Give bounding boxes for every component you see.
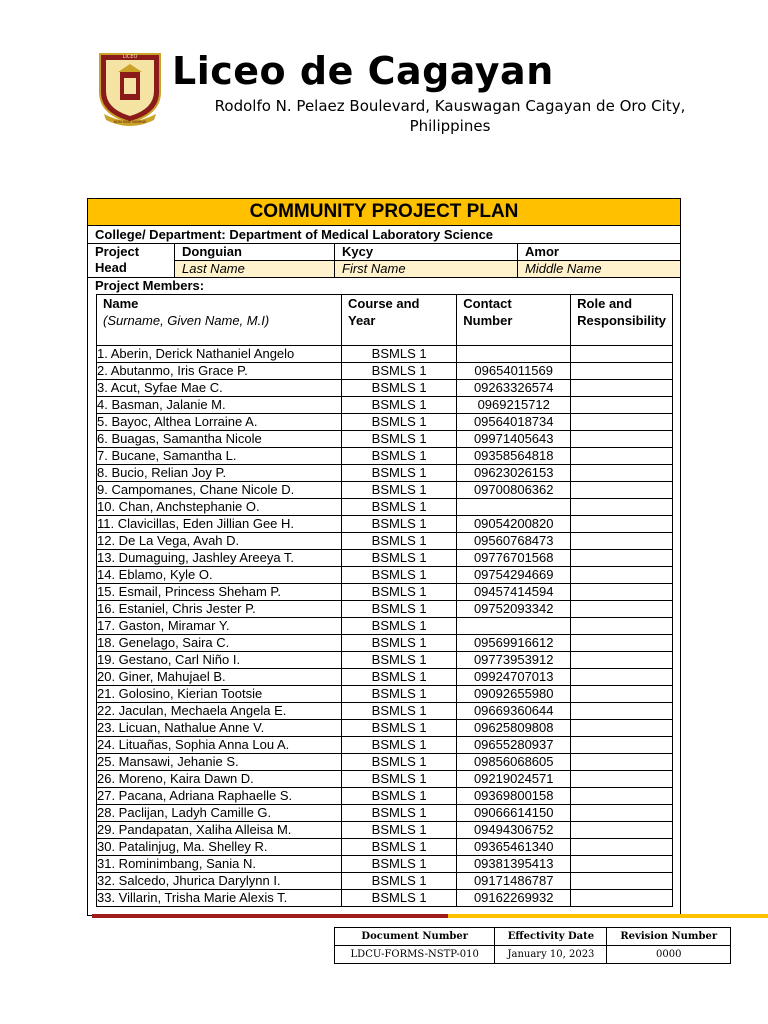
member-contact: 09623026153: [457, 465, 571, 482]
last-name-label: Last Name: [175, 261, 335, 277]
project-head-label: Project Head: [88, 244, 175, 277]
member-name: 22. Jaculan, Mechaela Angela E.: [97, 703, 342, 720]
member-role: [571, 822, 673, 839]
document-info-header: [335, 928, 731, 946]
member-role: [571, 890, 673, 907]
table-row: [97, 346, 673, 363]
member-course: BSMLS 1: [341, 448, 456, 465]
member-name: 6. Buagas, Samantha Nicole: [97, 431, 342, 448]
effectivity-date-label: Effectivity Date: [495, 928, 607, 946]
member-role: [571, 380, 673, 397]
member-name: 5. Bayoc, Althea Lorraine A.: [97, 414, 342, 431]
member-name: 19. Gestano, Carl Niño I.: [97, 652, 342, 669]
member-role: [571, 686, 673, 703]
member-contact: 09171486787: [457, 873, 571, 890]
member-name: 26. Moreno, Kaira Dawn D.: [97, 771, 342, 788]
project-head-middle-name: Amor: [525, 244, 559, 259]
table-row: [97, 771, 673, 788]
table-row: [97, 363, 673, 380]
member-name: 25. Mansawi, Jehanie S.: [97, 754, 342, 771]
table-row: [97, 567, 673, 584]
member-course: BSMLS 1: [341, 414, 456, 431]
member-name: 10. Chan, Anchstephanie O.: [97, 499, 342, 516]
member-role: [571, 805, 673, 822]
member-role: [571, 873, 673, 890]
member-course: BSMLS 1: [341, 363, 456, 380]
member-role: [571, 754, 673, 771]
member-role: [571, 533, 673, 550]
member-name: 12. De La Vega, Avah D.: [97, 533, 342, 550]
table-row: [97, 890, 673, 907]
middle-name-label: Middle Name: [525, 261, 602, 276]
table-row: [97, 822, 673, 839]
member-name: 29. Pandapatan, Xaliha Alleisa M.: [97, 822, 342, 839]
member-course: BSMLS 1: [341, 482, 456, 499]
table-row: [97, 754, 673, 771]
members-table-header: [97, 295, 673, 346]
member-name: 20. Giner, Mahujael B.: [97, 669, 342, 686]
member-contact: 09776701568: [457, 550, 571, 567]
member-course: BSMLS 1: [341, 584, 456, 601]
member-course: BSMLS 1: [341, 346, 456, 363]
member-role: [571, 550, 673, 567]
member-course: BSMLS 1: [341, 601, 456, 618]
table-row: [97, 533, 673, 550]
member-role: [571, 584, 673, 601]
member-contact: 0969215712: [457, 397, 571, 414]
table-row: [97, 499, 673, 516]
table-row: [97, 448, 673, 465]
members-table-body: [97, 346, 673, 907]
member-role: [571, 635, 673, 652]
member-contact: 09560768473: [457, 533, 571, 550]
member-contact: 09494306752: [457, 822, 571, 839]
member-course: BSMLS 1: [341, 380, 456, 397]
member-role: [571, 652, 673, 669]
table-row: [97, 839, 673, 856]
project-head-field-labels: [175, 260, 680, 277]
project-head-first-name: Kycy: [335, 244, 518, 260]
member-role: [571, 669, 673, 686]
project-head-row: [88, 244, 680, 278]
community-project-plan-form: [87, 198, 681, 916]
member-course: BSMLS 1: [341, 771, 456, 788]
member-course: BSMLS 1: [341, 635, 456, 652]
member-course: BSMLS 1: [341, 720, 456, 737]
table-row: [97, 584, 673, 601]
member-contact: 09569916612: [457, 635, 571, 652]
table-row: [97, 669, 673, 686]
footer-divider-yellow: [448, 914, 768, 918]
table-row: [97, 618, 673, 635]
first-name-label: First Name: [335, 261, 518, 277]
member-name: 2. Abutanmo, Iris Grace P.: [97, 363, 342, 380]
members-table: [96, 294, 673, 907]
svg-text:NON SINE NUMINE: NON SINE NUMINE: [113, 120, 147, 124]
column-name-label: Name: [103, 296, 139, 311]
member-contact: 09700806362: [457, 482, 571, 499]
member-contact: [457, 618, 571, 635]
member-contact: 09066614150: [457, 805, 571, 822]
document-info-table: [334, 927, 731, 964]
member-role: [571, 771, 673, 788]
revision-number: 0000: [607, 946, 731, 964]
member-contact: 09457414594: [457, 584, 571, 601]
member-course: BSMLS 1: [341, 890, 456, 907]
table-row: [97, 703, 673, 720]
member-name: 1. Aberin, Derick Nathaniel Angelo: [97, 346, 342, 363]
svg-text:LICEO: LICEO: [122, 54, 138, 60]
member-contact: 09752093342: [457, 601, 571, 618]
member-course: BSMLS 1: [341, 686, 456, 703]
member-name: 33. Villarin, Trisha Marie Alexis T.: [97, 890, 342, 907]
member-course: BSMLS 1: [341, 431, 456, 448]
table-row: [97, 397, 673, 414]
member-contact: 09162269932: [457, 890, 571, 907]
member-name: 14. Eblamo, Kyle O.: [97, 567, 342, 584]
table-row: [97, 652, 673, 669]
column-header-course: Course and Year: [341, 295, 456, 346]
column-header-contact: Contact Number: [457, 295, 571, 346]
member-name: 3. Acut, Syfae Mae C.: [97, 380, 342, 397]
table-row: [97, 873, 673, 890]
member-role: [571, 516, 673, 533]
member-name: 30. Patalinjug, Ma. Shelley R.: [97, 839, 342, 856]
member-name: 31. Rominimbang, Sania N.: [97, 856, 342, 873]
member-course: BSMLS 1: [341, 737, 456, 754]
table-row: [97, 635, 673, 652]
member-name: 17. Gaston, Miramar Y.: [97, 618, 342, 635]
table-row: [97, 516, 673, 533]
member-role: [571, 448, 673, 465]
member-role: [571, 363, 673, 380]
member-contact: 09564018734: [457, 414, 571, 431]
table-row: [97, 380, 673, 397]
revision-number-label: Revision Number: [607, 928, 731, 946]
member-contact: 09773953912: [457, 652, 571, 669]
member-contact: 09655280937: [457, 737, 571, 754]
member-role: [571, 414, 673, 431]
member-name: 16. Estaniel, Chris Jester P.: [97, 601, 342, 618]
member-role: [571, 618, 673, 635]
member-name: 18. Genelago, Saira C.: [97, 635, 342, 652]
table-row: [97, 788, 673, 805]
document-info-values: [335, 946, 731, 964]
member-contact: 09654011569: [457, 363, 571, 380]
table-row: [97, 431, 673, 448]
member-course: BSMLS 1: [341, 856, 456, 873]
table-row: [97, 414, 673, 431]
member-course: BSMLS 1: [341, 788, 456, 805]
member-role: [571, 346, 673, 363]
member-contact: 09263326574: [457, 380, 571, 397]
member-course: BSMLS 1: [341, 669, 456, 686]
member-name: 11. Clavicillas, Eden Jillian Gee H.: [97, 516, 342, 533]
member-role: [571, 482, 673, 499]
member-course: BSMLS 1: [341, 550, 456, 567]
university-seal-logo: [94, 48, 166, 126]
member-course: BSMLS 1: [341, 652, 456, 669]
member-course: BSMLS 1: [341, 703, 456, 720]
member-name: 27. Pacana, Adriana Raphaelle S.: [97, 788, 342, 805]
member-contact: [457, 499, 571, 516]
column-header-role: Role and Responsibility: [571, 295, 673, 346]
department-line: College/ Department: Department of Medical Laboratory Science: [88, 226, 680, 244]
table-row: [97, 856, 673, 873]
member-name: 15. Esmail, Princess Sheham P.: [97, 584, 342, 601]
member-course: BSMLS 1: [341, 873, 456, 890]
project-head-values: [175, 244, 680, 260]
footer-divider-red: [92, 914, 448, 918]
column-header-name: [97, 295, 342, 346]
member-name: 8. Bucio, Relian Joy P.: [97, 465, 342, 482]
member-role: [571, 567, 673, 584]
form-title: COMMUNITY PROJECT PLAN: [88, 199, 680, 226]
project-head-cells: [175, 244, 680, 277]
document-number-label: Document Number: [335, 928, 495, 946]
member-name: 9. Campomanes, Chane Nicole D.: [97, 482, 342, 499]
table-row: [97, 465, 673, 482]
member-course: BSMLS 1: [341, 839, 456, 856]
member-role: [571, 720, 673, 737]
member-name: 23. Licuan, Nathalue Anne V.: [97, 720, 342, 737]
project-members-label: Project Members:: [95, 278, 205, 293]
member-contact: [457, 346, 571, 363]
member-contact: 09219024571: [457, 771, 571, 788]
member-course: BSMLS 1: [341, 516, 456, 533]
member-course: BSMLS 1: [341, 754, 456, 771]
member-course: BSMLS 1: [341, 397, 456, 414]
member-name: 24. Lituañas, Sophia Anna Lou A.: [97, 737, 342, 754]
member-role: [571, 431, 673, 448]
member-contact: 09369800158: [457, 788, 571, 805]
table-row: [97, 601, 673, 618]
table-row: [97, 720, 673, 737]
member-course: BSMLS 1: [341, 465, 456, 482]
page-header: [0, 0, 768, 135]
project-head-last-name: Donguian: [175, 244, 335, 260]
member-contact: 09856068605: [457, 754, 571, 771]
member-role: [571, 601, 673, 618]
member-contact: 09669360644: [457, 703, 571, 720]
document-number: LDCU-FORMS-NSTP-010: [335, 946, 495, 964]
member-role: [571, 703, 673, 720]
table-row: [97, 737, 673, 754]
member-role: [571, 397, 673, 414]
member-contact: 09754294669: [457, 567, 571, 584]
table-row: [97, 482, 673, 499]
member-contact: 09381395413: [457, 856, 571, 873]
member-role: [571, 499, 673, 516]
member-role: [571, 788, 673, 805]
member-course: BSMLS 1: [341, 618, 456, 635]
member-course: BSMLS 1: [341, 822, 456, 839]
table-row: [97, 686, 673, 703]
effectivity-date: January 10, 2023: [495, 946, 607, 964]
school-address: Rodolfo N. Pelaez Boulevard, Kauswagan Cagayan de Oro City, Philippines: [214, 97, 686, 135]
member-name: 21. Golosino, Kierian Tootsie: [97, 686, 342, 703]
member-role: [571, 737, 673, 754]
member-contact: 09365461340: [457, 839, 571, 856]
member-course: BSMLS 1: [341, 499, 456, 516]
member-contact: 09924707013: [457, 669, 571, 686]
member-course: BSMLS 1: [341, 567, 456, 584]
member-contact: 09092655980: [457, 686, 571, 703]
member-name: 13. Dumaguing, Jashley Areeya T.: [97, 550, 342, 567]
member-course: BSMLS 1: [341, 533, 456, 550]
member-contact: 09054200820: [457, 516, 571, 533]
member-role: [571, 465, 673, 482]
member-course: BSMLS 1: [341, 805, 456, 822]
member-role: [571, 856, 673, 873]
member-contact: 09971405643: [457, 431, 571, 448]
table-row: [97, 550, 673, 567]
member-contact: 09625809808: [457, 720, 571, 737]
school-name: Liceo de Cagayan: [172, 49, 554, 93]
member-name: 7. Bucane, Samantha L.: [97, 448, 342, 465]
member-role: [571, 839, 673, 856]
table-row: [97, 805, 673, 822]
column-name-hint: (Surname, Given Name, M.I): [103, 313, 270, 328]
member-name: 32. Salcedo, Jhurica Darylynn I.: [97, 873, 342, 890]
member-contact: 09358564818: [457, 448, 571, 465]
member-name: 4. Basman, Jalanie M.: [97, 397, 342, 414]
member-name: 28. Paclijan, Ladyh Camille G.: [97, 805, 342, 822]
